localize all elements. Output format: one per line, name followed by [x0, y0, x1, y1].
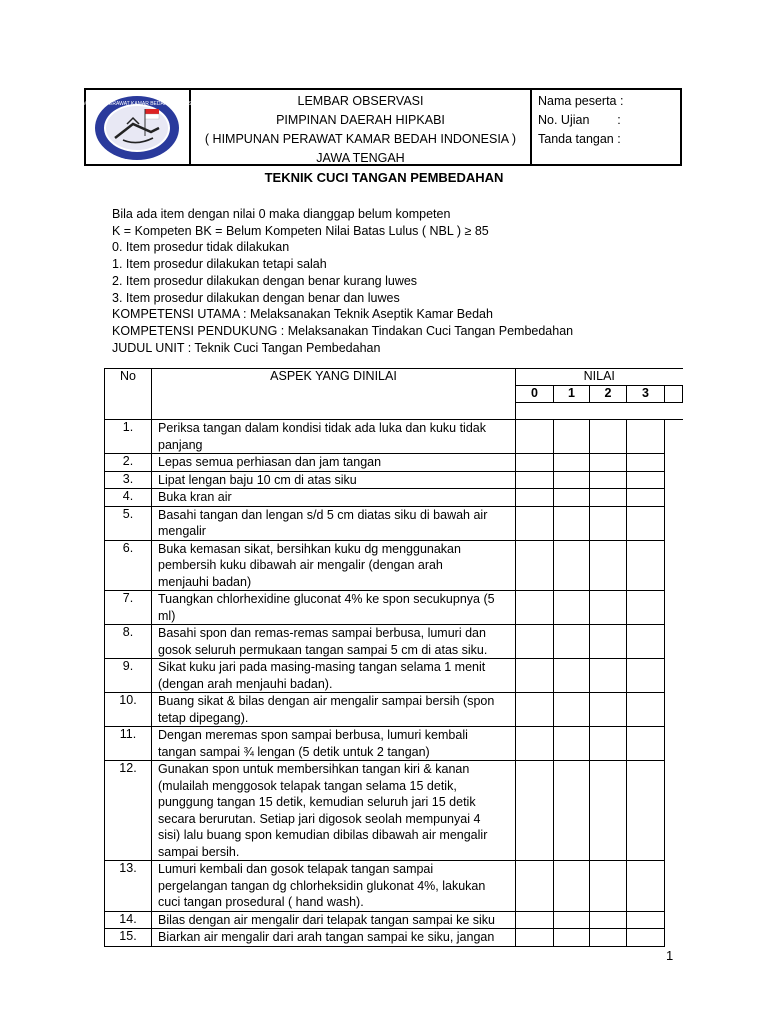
instruction-line: 1. Item prosedur dilakukan tetapi salah	[112, 257, 327, 272]
score-cell-2[interactable]	[590, 420, 627, 454]
score-cell-2[interactable]	[590, 506, 627, 540]
aspect-line: sampai bersih.	[158, 844, 240, 859]
aspect-line: Sikat kuku jari pada masing-masing tangan selama 1 menit	[158, 660, 486, 674]
table-row	[105, 506, 683, 540]
score-cell-3[interactable]	[627, 659, 665, 693]
participant-fields	[532, 90, 680, 164]
aspect-line: mengalir	[158, 524, 206, 538]
aspect-line: Gunakan spon untuk membersihkan tangan kiri & kanan	[158, 762, 470, 776]
aspect-line: Basahi tangan dan lengan s/d 5 cm diatas siku di bawah air	[158, 507, 488, 522]
aspect-line: Periksa tangan dalam kondisi tidak ada luka dan kuku tidak	[158, 421, 486, 435]
score-cell-1[interactable]	[554, 659, 590, 693]
row-margin	[665, 506, 683, 540]
aspect-line: Lepas semua perhiasan dan jam tangan	[158, 455, 382, 469]
score-cell-2[interactable]	[590, 540, 627, 591]
assessment-rows	[105, 420, 683, 947]
score-cell-3[interactable]	[627, 761, 665, 861]
score-cell-3[interactable]	[627, 591, 665, 625]
score-cell-0[interactable]	[516, 540, 554, 591]
col-header-no: No	[105, 369, 152, 420]
score-cell-3[interactable]	[627, 911, 665, 929]
score-cell-0[interactable]	[516, 506, 554, 540]
aspect-line: gosok seluruh permukaan tangan sampai 5 cm di atas siku.	[158, 642, 488, 657]
row-number: 12.	[105, 761, 152, 861]
score-cell-0[interactable]	[516, 625, 554, 659]
score-cell-3[interactable]	[627, 540, 665, 591]
aspect-line: Biarkan air mengalir dari arah tangan sampai ke siku, jangan	[158, 930, 495, 944]
table-row	[105, 861, 683, 912]
row-number: 15.	[105, 929, 152, 947]
score-cell-0[interactable]	[516, 861, 554, 912]
hipkabi-logo	[77, 94, 197, 162]
header-line: PIMPINAN DAERAH HIPKABI	[276, 113, 445, 127]
instruction-line: JUDUL UNIT : Teknik Cuci Tangan Pembedahan	[112, 340, 381, 355]
table-row	[105, 693, 683, 727]
score-cell-0[interactable]	[516, 693, 554, 727]
score-cell-0[interactable]	[516, 761, 554, 861]
table-row	[105, 625, 683, 659]
row-number: 11.	[105, 727, 152, 761]
row-number: 3.	[105, 471, 152, 489]
score-cell-3[interactable]	[627, 420, 665, 454]
aspect-line: (dengan arah menjauhi badan).	[158, 676, 333, 691]
row-aspect	[152, 861, 516, 912]
table-row	[105, 540, 683, 591]
row-number: 7.	[105, 591, 152, 625]
row-aspect	[152, 420, 516, 454]
score-header-blank	[665, 386, 683, 403]
assessment-table	[104, 368, 683, 947]
score-cell-1[interactable]	[554, 929, 590, 947]
row-margin	[665, 625, 683, 659]
aspect-line: panjang	[158, 437, 203, 452]
row-margin	[665, 659, 683, 693]
aspect-line: Buka kran air	[158, 490, 232, 504]
score-cell-0[interactable]	[516, 659, 554, 693]
header-line: ( HIMPUNAN PERAWAT KAMAR BEDAH INDONESIA )	[204, 132, 517, 146]
score-cell-2[interactable]	[590, 471, 627, 489]
row-aspect	[152, 454, 516, 472]
score-cell-3[interactable]	[627, 861, 665, 912]
table-row	[105, 489, 683, 507]
row-margin	[665, 591, 683, 625]
score-cell-0[interactable]	[516, 489, 554, 507]
score-cell-1[interactable]	[554, 454, 590, 472]
header-line: JAWA TENGAH	[316, 151, 405, 165]
score-cell-1[interactable]	[554, 506, 590, 540]
score-cell-2[interactable]	[590, 861, 627, 912]
row-aspect	[152, 540, 516, 591]
logo-lettering: HIMPUNAN PERAWAT KAMAR BEDAH INDONESIA	[77, 101, 197, 107]
score-cell-1[interactable]	[554, 591, 590, 625]
row-margin	[665, 727, 683, 761]
score-header-3: 3	[627, 386, 665, 403]
score-cell-2[interactable]	[590, 727, 627, 761]
header-title-block	[191, 90, 532, 164]
row-number: 13.	[105, 861, 152, 912]
header-line: LEMBAR OBSERVASI	[297, 94, 424, 108]
score-cell-1[interactable]	[554, 625, 590, 659]
score-cell-1[interactable]	[554, 693, 590, 727]
row-aspect	[152, 659, 516, 693]
instruction-line: KOMPETENSI UTAMA : Melaksanakan Teknik Aseptik Kamar Bedah	[112, 307, 493, 322]
aspect-line: Lumuri kembali dan gosok telapak tangan sampai	[158, 862, 434, 876]
row-number: 4.	[105, 489, 152, 507]
score-cell-3[interactable]	[627, 489, 665, 507]
score-cell-3[interactable]	[627, 693, 665, 727]
score-cell-3[interactable]	[627, 471, 665, 489]
aspect-line: tangan sampai ¾ lengan (5 detik untuk 2 tangan)	[158, 744, 430, 759]
row-aspect	[152, 911, 516, 929]
col-header-aspect: ASPEK YANG DINILAI	[152, 369, 516, 420]
instructions	[112, 206, 573, 356]
score-cell-1[interactable]	[554, 911, 590, 929]
field-signature[interactable]: Tanda tangan :	[538, 132, 621, 146]
score-cell-2[interactable]	[590, 591, 627, 625]
row-margin	[665, 420, 683, 454]
score-cell-2[interactable]	[590, 761, 627, 861]
row-margin	[665, 540, 683, 591]
score-cell-2[interactable]	[590, 489, 627, 507]
row-margin	[665, 471, 683, 489]
score-cell-2[interactable]	[590, 625, 627, 659]
aspect-line: sisi) lalu buang spon kemudian dibilas dibawah air mengalir	[158, 828, 488, 842]
score-cell-1[interactable]	[554, 420, 590, 454]
score-header-2: 2	[590, 386, 627, 403]
score-header-0: 0	[516, 386, 554, 403]
row-aspect	[152, 693, 516, 727]
instruction-line: 0. Item prosedur tidak dilakukan	[112, 240, 290, 255]
row-margin	[665, 489, 683, 507]
aspect-line: Basahi spon dan remas-remas sampai berbusa, lumuri dan	[158, 626, 486, 640]
aspect-line: Buka kemasan sikat, bersihkan kuku dg menggunakan	[158, 541, 461, 556]
table-row	[105, 454, 683, 472]
instruction-line: 2. Item prosedur dilakukan dengan benar kurang luwes	[112, 273, 418, 288]
row-margin	[665, 454, 683, 472]
table-row	[105, 471, 683, 489]
field-exam-number[interactable]: No. Ujian :	[538, 113, 621, 127]
row-margin	[665, 911, 683, 929]
page-title: TEKNIK CUCI TANGAN PEMBEDAHAN	[264, 170, 504, 185]
row-aspect	[152, 506, 516, 540]
row-number: 14.	[105, 911, 152, 929]
aspect-line: ml)	[158, 608, 176, 623]
score-cell-2[interactable]	[590, 659, 627, 693]
aspect-line: punggung tangan 15 detik, kemudian seluruh jari 15 detik	[158, 795, 476, 809]
score-cell-0[interactable]	[516, 471, 554, 489]
score-cell-2[interactable]	[590, 454, 627, 472]
row-number: 2.	[105, 454, 152, 472]
aspect-line: Lipat lengan baju 10 cm di atas siku	[158, 472, 357, 487]
score-cell-0[interactable]	[516, 454, 554, 472]
aspect-line: (mulailah menggosok telapak tangan selama 15 detik,	[158, 778, 457, 793]
aspect-line: cuci tangan prosedural ( hand wash).	[158, 895, 364, 909]
instruction-line: KOMPETENSI PENDUKUNG : Melaksanakan Tindakan Cuci Tangan Pembedahan	[112, 323, 574, 338]
table-row	[105, 659, 683, 693]
table-row	[105, 420, 683, 454]
row-margin	[665, 761, 683, 861]
score-cell-1[interactable]	[554, 540, 590, 591]
row-aspect	[152, 929, 516, 947]
score-cell-3[interactable]	[627, 625, 665, 659]
row-aspect	[152, 727, 516, 761]
instruction-line: Bila ada item dengan nilai 0 maka dianggap belum kompeten	[112, 207, 451, 221]
score-cell-1[interactable]	[554, 489, 590, 507]
score-cell-0[interactable]	[516, 591, 554, 625]
score-cell-0[interactable]	[516, 420, 554, 454]
score-cell-0[interactable]	[516, 911, 554, 929]
table-row	[105, 727, 683, 761]
row-number: 10.	[105, 693, 152, 727]
score-cell-3[interactable]	[627, 727, 665, 761]
score-cell-1[interactable]	[554, 861, 590, 912]
score-cell-0[interactable]	[516, 929, 554, 947]
score-cell-3[interactable]	[627, 506, 665, 540]
score-header-spacer	[516, 403, 683, 420]
aspect-line: Tuangkan chlorhexidine gluconat 4% ke spon secukupnya (5	[158, 592, 495, 606]
row-margin	[665, 693, 683, 727]
row-aspect	[152, 591, 516, 625]
score-header-1: 1	[554, 386, 590, 403]
row-aspect	[152, 625, 516, 659]
instruction-line: 3. Item prosedur dilakukan dengan benar dan luwes	[112, 290, 400, 305]
score-cell-1[interactable]	[554, 761, 590, 861]
row-margin	[665, 929, 683, 947]
row-aspect	[152, 489, 516, 507]
table-row	[105, 911, 683, 929]
score-cell-2[interactable]	[590, 929, 627, 947]
score-cell-2[interactable]	[590, 911, 627, 929]
score-cell-1[interactable]	[554, 727, 590, 761]
row-number: 9.	[105, 659, 152, 693]
aspect-line: pembersih kuku dibawah air mengalir (dengan arah	[158, 558, 443, 572]
score-cell-2[interactable]	[590, 693, 627, 727]
score-cell-3[interactable]	[627, 454, 665, 472]
table-row	[105, 761, 683, 861]
table-row	[105, 591, 683, 625]
row-aspect	[152, 761, 516, 861]
row-number: 6.	[105, 540, 152, 591]
observation-header	[77, 88, 682, 166]
score-cell-1[interactable]	[554, 471, 590, 489]
page-number: 1	[666, 948, 674, 963]
score-cell-0[interactable]	[516, 727, 554, 761]
aspect-line: Buang sikat & bilas dengan air mengalir sampai bersih (spon	[158, 694, 495, 708]
table-row	[105, 929, 683, 947]
aspect-line: menjauhi badan)	[158, 574, 252, 589]
aspect-line: pergelangan tangan dg chlorheksidin glukonat 4%, lakukan	[158, 878, 486, 893]
score-cell-3[interactable]	[627, 929, 665, 947]
aspect-line: secara berurutan. Setiap jari digosok seolah mempunyai 4	[158, 811, 481, 826]
aspect-line: Dengan meremas spon sampai berbusa, lumuri kembali	[158, 728, 468, 742]
row-number: 1.	[105, 420, 152, 454]
field-participant-name[interactable]: Nama peserta :	[538, 94, 624, 108]
aspect-line: tetap dipegang).	[158, 710, 249, 725]
row-aspect	[152, 471, 516, 489]
col-header-score: NILAI	[516, 369, 683, 386]
instruction-line: K = Kompeten BK = Belum Kompeten Nilai Batas Lulus ( NBL ) ≥ 85	[112, 223, 489, 238]
row-margin	[665, 861, 683, 912]
aspect-line: Bilas dengan air mengalir dari telapak tangan sampai ke siku	[158, 912, 495, 927]
logo-cell	[77, 90, 197, 164]
row-number: 8.	[105, 625, 152, 659]
row-number: 5.	[105, 506, 152, 540]
